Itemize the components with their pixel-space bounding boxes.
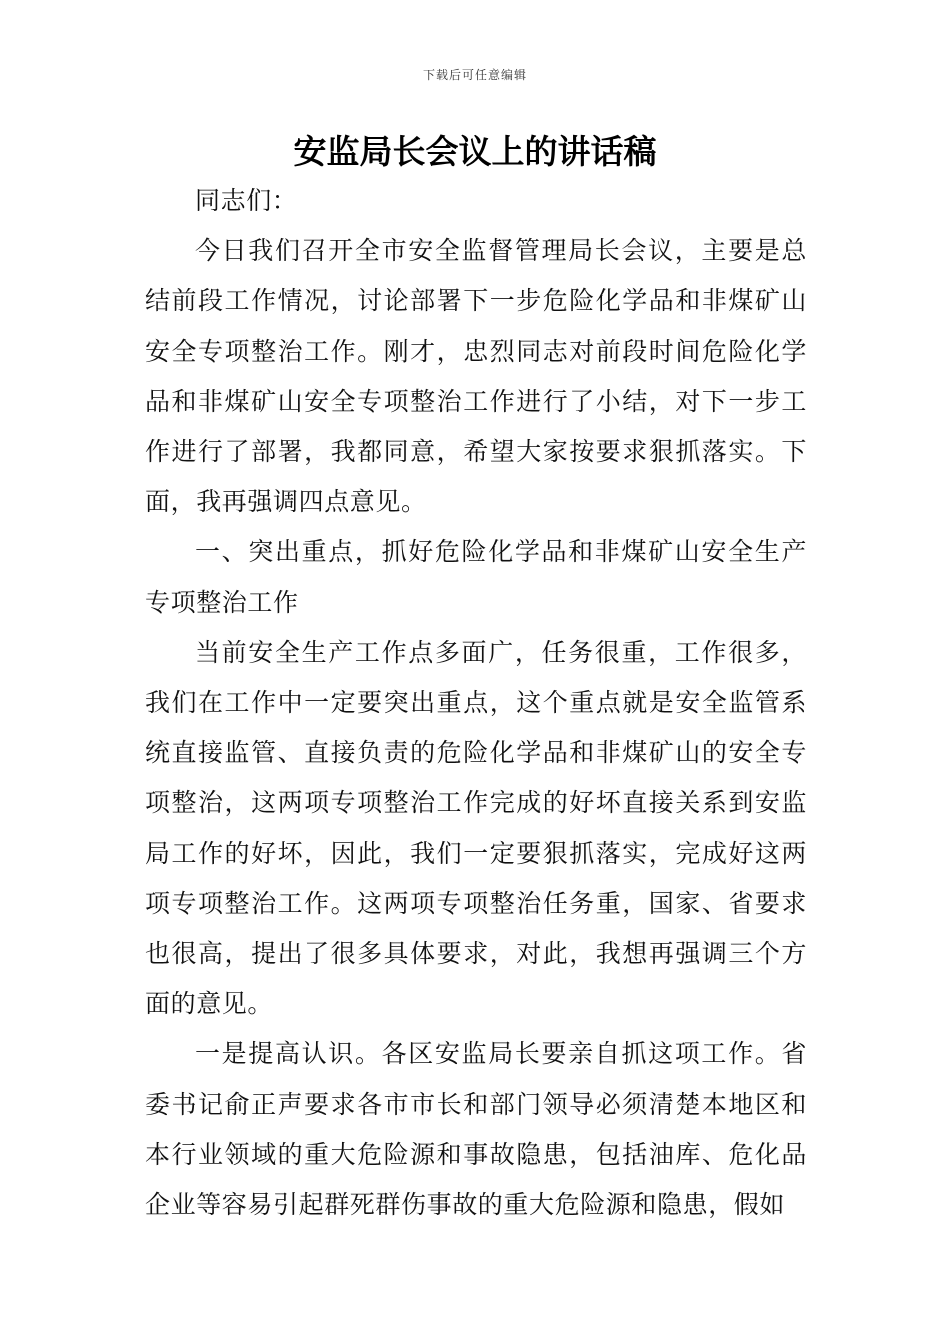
header-note: 下载后可任意编辑 <box>422 68 527 82</box>
section-heading-1: 一、突出重点，抓好危险化学品和非煤矿山安全生产专项整治工作 <box>145 537 807 617</box>
paragraph-section-1: 当前安全生产工作点多面广，任务很重，工作很多，我们在工作中一定要突出重点，这个重点就是安全监管系统直接监管、直接负责的危险化学品和非煤矿山的安全专项整治，这两项专项整治工作完成的好坏直接关系到安监局工作的好坏，因此，我们一定要狠抓落实，完成好这两项专项整治工作。这两项专项整治任务重，国家、省要求也很高，提出了很多具体要求，对此，我想再强调三个方面的意见。 <box>145 637 807 1019</box>
document-title: 安监局长会议上的讲话稿 <box>293 132 657 171</box>
paragraph-salutation: 同志们： <box>195 186 298 215</box>
paragraph-point-1: 一是提高认识。各区安监局长要亲自抓这项工作。省委书记俞正声要求各市市长和部门领导必须清楚本地区和本行业领域的重大危险源和事故隐患，包括油库、危化品企业等容易引起群死群伤事故的重大危险源和隐患，假如 <box>145 1039 807 1220</box>
paragraph-intro: 今日我们召开全市安全监督管理局长会议，主要是总结前段工作情况，讨论部署下一步危险化学品和非煤矿山安全专项整治工作。刚才，忠烈同志对前段时间危险化学品和非煤矿山安全专项整治工作进行了小结，对下一步工作进行了部署，我都同意，希望大家按要求狠抓落实。下面，我再强调四点意见。 <box>145 236 807 517</box>
document-body <box>145 176 807 1230</box>
